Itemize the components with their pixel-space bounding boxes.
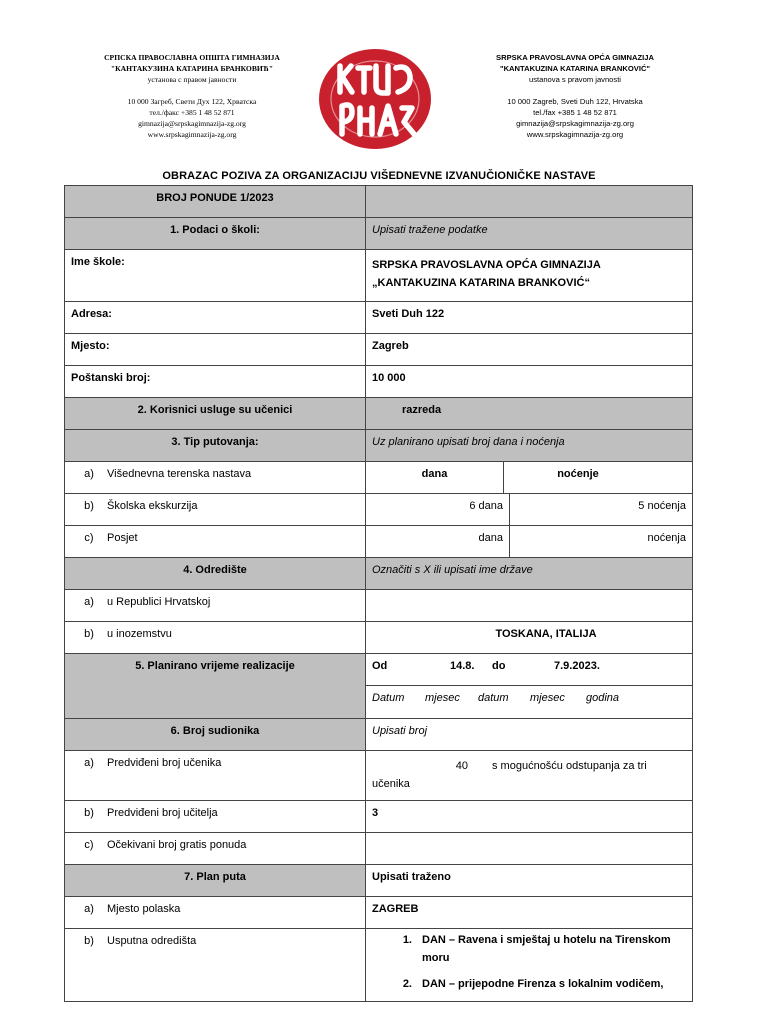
school-logo [318, 48, 432, 150]
item-letter: a) [84, 903, 94, 915]
table-row [65, 494, 693, 526]
table-row [65, 250, 693, 302]
address-value[interactable]: Sveti Duh 122 [366, 302, 693, 334]
table-row [65, 751, 693, 801]
table-row [65, 929, 693, 1002]
section-2-heading: 2. Korisnici usluge su učenici [65, 398, 366, 430]
table-row [65, 366, 693, 398]
table-row [65, 801, 693, 833]
itinerary-item: 2. DAN – prijepodne Firenza s lokalnim vodičem, [402, 978, 664, 990]
legend-month-1: mjesec [425, 692, 460, 704]
address-label: Adresa: [65, 302, 366, 334]
section-1-heading: 1. Podaci o školi: [65, 218, 366, 250]
itinerary-item: 1. DAN – Ravena i smještaj u hotelu na Tirenskom moru [402, 934, 671, 964]
trip-type-field-teaching: Višednevna terenska nastava [107, 468, 252, 480]
address-lat: 10 000 Zagreb, Sveti Duh 122, Hrvatska [507, 97, 643, 106]
header-left [62, 52, 322, 140]
city-value[interactable]: Zagreb [366, 334, 693, 366]
departure-place-label: Mjesto polaska [107, 903, 181, 915]
destination-croatia-value[interactable] [366, 590, 693, 622]
table-row [65, 833, 693, 865]
item-letter: c) [84, 532, 94, 544]
destination-croatia-label: u Republici Hrvatskoj [107, 596, 211, 608]
from-date[interactable]: 14.8. [450, 660, 475, 672]
table-row [65, 865, 693, 897]
postal-code-value[interactable]: 10 000 [366, 366, 693, 398]
nights-header: noćenje [557, 468, 599, 480]
teachers-count-label: Predviđeni broj učitelja [107, 807, 218, 819]
section-3-note: Uz planirano upisati broj dana i noćenja [366, 430, 693, 462]
to-label: do [492, 660, 506, 672]
table-row [65, 302, 693, 334]
item-letter: b) [84, 500, 94, 512]
table-row [65, 654, 693, 719]
table-row [65, 186, 693, 218]
section-3-heading: 3. Tip putovanja: [65, 430, 366, 462]
teachers-count-value[interactable]: 3 [366, 801, 693, 833]
phone-cyr: тел./факс +385 1 48 52 871 [149, 108, 235, 117]
table-row [65, 897, 693, 929]
school-name-label: Ime škole: [65, 250, 366, 302]
table-row [65, 430, 693, 462]
section-4-heading: 4. Odredište [65, 558, 366, 590]
document-title: OBRAZAC POZIVA ZA ORGANIZACIJU VIŠEDNEVNE IZVANUČIONIČKE NASTAVE [162, 170, 596, 182]
section-6-heading: 6. Broj sudionika [65, 719, 366, 751]
itinerary-list [372, 931, 686, 993]
table-row [65, 622, 693, 654]
grade-value[interactable]: razreda [366, 398, 693, 430]
legend-month-2: mjesec [530, 692, 565, 704]
school-name-value[interactable]: SRPSKA PRAVOSLAVNA OPĆA GIMNAZIJA „KANTAKUZINA KATARINA BRANKOVIĆ“ [366, 250, 693, 302]
to-date[interactable]: 7.9.2023. [554, 660, 600, 672]
table-row [65, 558, 693, 590]
section-7-note: Upisati traženo [366, 865, 693, 897]
legend-day-2: datum [478, 692, 509, 704]
header-right [445, 52, 705, 140]
table-row [65, 334, 693, 366]
website-cyr: www.srpskagimnazija-zg.org [147, 130, 237, 139]
section-7-heading: 7. Plan puta [65, 865, 366, 897]
table-row [65, 218, 693, 250]
trip-type-school-excursion: Školska ekskurzija [107, 500, 198, 512]
school-status-cyr: установа с правом јавности [147, 75, 237, 84]
address-cyr: 10 000 Загреб, Свети Дух 122, Хрватска [127, 97, 257, 106]
school-name-cyr-2: "КАНТАКУЗИНА КАТАРИНА БРАНКОВИЋ" [110, 64, 274, 73]
phone-lat: tel./fax +385 1 48 52 871 [533, 108, 617, 117]
students-count-label: Predviđeni broj učenika [107, 757, 222, 769]
free-offers-value[interactable] [366, 833, 693, 865]
item-letter: a) [84, 596, 94, 608]
table-row [65, 590, 693, 622]
days-header: dana [366, 462, 504, 493]
offer-number: BROJ PONUDE 1/2023 [65, 186, 366, 218]
postal-code-label: Poštanski broj: [65, 366, 366, 398]
section-5-heading: 5. Planirano vrijeme realizacije [65, 654, 366, 719]
school-name-lat-1: SRPSKA PRAVOSLAVNA OPĆA GIMNAZIJA [496, 53, 654, 62]
section-4-note: Označiti s X ili upisati ime države [366, 558, 693, 590]
from-label: Od [372, 660, 388, 672]
school-name-lat-2: "KANTAKUZINA KATARINA BRANKOVIĆ" [499, 64, 651, 73]
visit-nights[interactable]: noćenja [647, 532, 686, 544]
school-name-cyr-1: СРПСКА ПРАВОСЛАВНА ОПШТА ГИМНАЗИЈА [104, 53, 280, 62]
table-row [65, 462, 693, 494]
school-status-lat: ustanova s pravom javnosti [528, 75, 621, 84]
item-letter: b) [84, 935, 94, 947]
email-lat: gimnazija@srpskagimnazija-zg.org [516, 119, 634, 128]
city-label: Mjesto: [65, 334, 366, 366]
legend-year: godina [586, 692, 620, 704]
students-count-note: s mogućnošću odstupanja za tri [492, 760, 647, 772]
website-lat: www.srpskagimnazija-zg.org [526, 130, 624, 139]
stops-label: Usputna odredišta [107, 935, 197, 947]
students-count-note-2: učenika [372, 778, 410, 790]
excursion-days[interactable]: 6 dana [366, 494, 510, 525]
free-offers-label: Očekivani broj gratis ponuda [107, 839, 247, 851]
visit-days[interactable]: dana [366, 526, 510, 557]
section-1-note: Upisati tražene podatke [366, 218, 693, 250]
legend-day-1: Datum [372, 692, 405, 704]
item-letter: c) [84, 839, 94, 851]
item-letter: b) [84, 628, 94, 640]
destination-abroad-value[interactable]: TOSKANA, ITALIJA [366, 622, 693, 654]
excursion-nights[interactable]: 5 noćenja [638, 500, 686, 512]
item-letter: a) [84, 757, 94, 769]
form-table [64, 185, 693, 1002]
item-letter: a) [84, 468, 94, 480]
trip-type-visit: Posjet [107, 532, 138, 544]
table-row [65, 398, 693, 430]
table-row [65, 719, 693, 751]
destination-abroad-label: u inozemstvu [107, 628, 172, 640]
email-cyr: gimnazija@srpskagimnazija-zg.org [138, 119, 246, 128]
section-6-note: Upisati broj [366, 719, 693, 751]
departure-place-value[interactable]: ZAGREB [366, 897, 693, 929]
table-row [65, 526, 693, 558]
students-count-value[interactable]: 40 [455, 760, 468, 772]
item-letter: b) [84, 807, 94, 819]
